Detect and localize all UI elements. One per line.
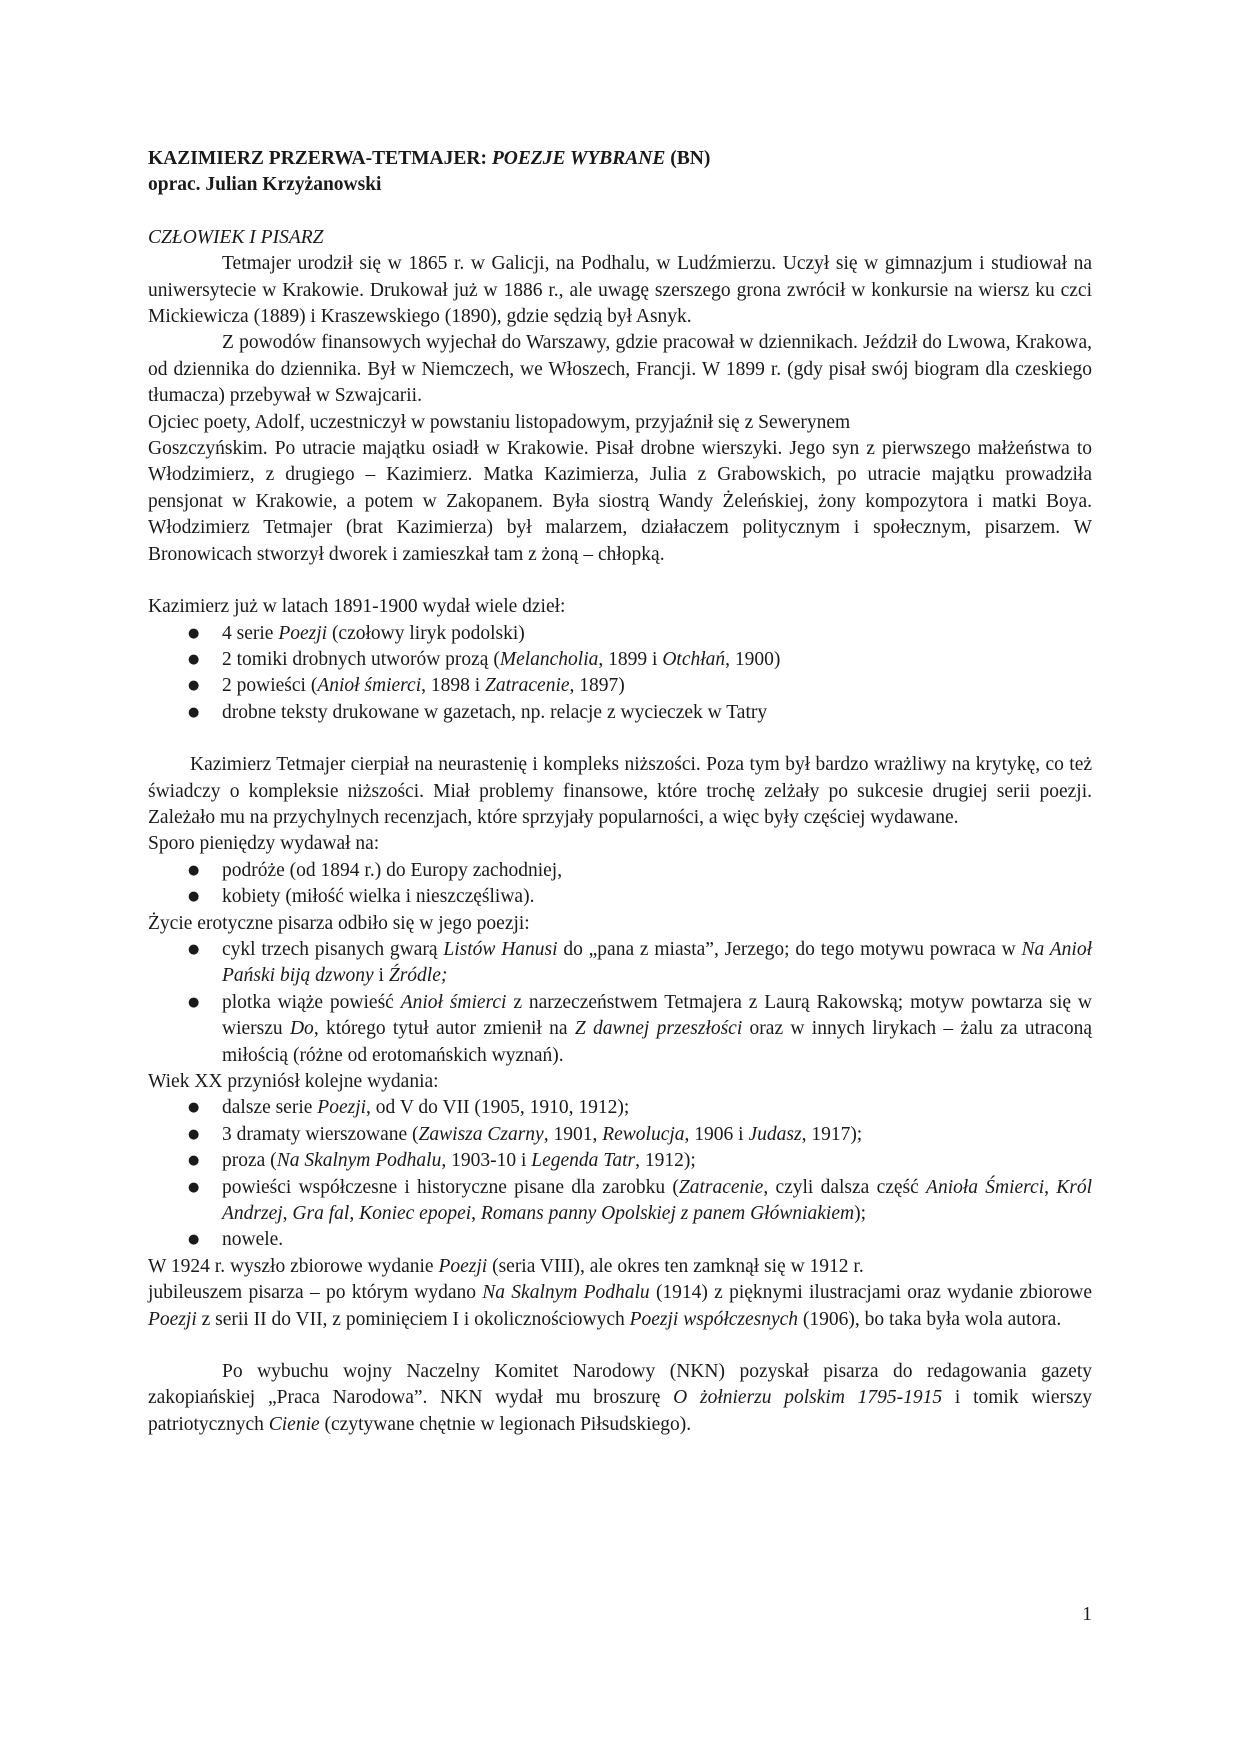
list-item: ● cykl trzech pisanych gwarą Listów Hanusi do „pana z miasta”, Jerzego; do tego motywu powraca w Na Anioł Pański biją dzwony i Źródle; [148, 937, 1092, 990]
list-item: ● dalsze serie Poezji, od V do VII (1905, 1910, 1912); [148, 1095, 1092, 1121]
paragraph: Kazimierz Tetmajer cierpiał na neurastenię i kompleks niższości. Poza tym był bardzo wrażliwy na krytykę, co też świadczy o kompleksie niższości. Miał problemy finansowe, które trochę zelżały po sukcesie drugiej serii poezji. Zależało mu na przychylnych recenzjach, które sprzyjały popularności, a więc były częściej wydawane. [148, 754, 1092, 828]
bullet-list [148, 937, 1092, 1069]
paragraph: W 1924 r. wyszło zbiorowe wydanie Poezji (seria VIII), ale okres ten zamknął się w 1912 r. [148, 1255, 864, 1277]
bullet-list [148, 621, 1092, 727]
paragraph: Ojciec poety, Adolf, uczestniczył w powstaniu listopadowym, przyjaźnił się z Sewerynem [148, 411, 851, 433]
list-item: ● 4 serie Poezji (czołowy liryk podolski) [148, 621, 1092, 647]
document-editor: oprac. Julian Krzyżanowski [148, 174, 382, 196]
paragraph: Goszczyńskim. Po utracie majątku osiadł w Krakowie. Pisał drobne wierszyki. Jego syn z pierwszego małżeństwa to Włodzimierz, z drugiego – Kazimierz. Matka Kazimierza, Julia z Grabowskich, po utracie majątku prowadziła pensjonat w Krakowie, a potem w Zakopanem. Była siostrą Wandy Żeleńskiej, żony kompozytora i matki Boya. Włodzimierz Tetmajer (brat Kazimierza) był malarzem, działaczem politycznym i społecznym, pisarzem. W Bronowicach stworzył dworek i zamieszkał tam z żoną – chłopką. [148, 438, 1092, 565]
list-item: ● 2 tomiki drobnych utworów prozą (Melancholia, 1899 i Otchłań, 1900) [148, 647, 1092, 673]
list-item: ● nowele. [148, 1227, 1092, 1253]
paragraph: Życie erotyczne pisarza odbiło się w jego poezji: [148, 912, 530, 934]
list-item: ● podróże (od 1894 r.) do Europy zachodniej, [148, 858, 1092, 884]
list-item: ● kobiety (miłość wielka i nieszczęśliwa). [148, 884, 1092, 910]
list-item: ● plotka wiąże powieść Anioł śmierci z narzeczeństwem Tetmajera z Laurą Rakowską; motyw powtarza się w wierszu Do, którego tytuł autor zmienił na Z dawnej przeszłości oraz w innych lirykach – żalu za utraconą miłością (różne od erotomańskich wyznań). [148, 990, 1092, 1069]
paragraph: Kazimierz już w latach 1891-1900 wydał wiele dzieł: [148, 596, 566, 618]
list-item: ● proza (Na Skalnym Podhalu, 1903-10 i Legenda Tatr, 1912); [148, 1148, 1092, 1174]
document-title: KAZIMIERZ PRZERWA-TETMAJER: POEZJE WYBRANE (BN) [148, 148, 711, 169]
bullet-list [148, 1095, 1092, 1253]
paragraph: Sporo pieniędzy wydawał na: [148, 833, 380, 855]
paragraph: jubileuszem pisarza – po którym wydano Na Skalnym Podhalu (1914) z pięknymi ilustracjami oraz wydanie zbiorowe Poezji z serii II do VII, z pominięciem I i okolicznościowych Poezji współczesnych (1906), bo taka była wola autora. [148, 1282, 1092, 1330]
bullet-list [148, 858, 1092, 911]
list-item: ● powieści współczesne i historyczne pisane dla zarobku (Zatracenie, czyli dalsza część Anioła Śmierci, Król Andrzej, Gra fal, Koniec epopei, Romans panny Opolskiej z panem Główniakiem); [148, 1175, 1092, 1228]
list-item: ● 3 dramaty wierszowane (Zawisza Czarny, 1901, Rewolucja, 1906 i Judasz, 1917); [148, 1122, 1092, 1148]
list-item: ● drobne teksty drukowane w gazetach, np. relacje z wycieczek w Tatry [148, 700, 1092, 726]
page-number: 1 [1082, 1604, 1092, 1625]
paragraph: Wiek XX przyniósł kolejne wydania: [148, 1071, 439, 1092]
list-item: ● 2 powieści (Anioł śmierci, 1898 i Zatracenie, 1897) [148, 673, 1092, 699]
paragraph: Po wybuchu wojny Naczelny Komitet Narodowy (NKN) pozyskał pisarza do redagowania gazety zakopiańskiej „Praca Narodowa”. NKN wydał mu broszurę O żołnierzu polskim 1795-1915 i tomik wierszy patriotycznych Cienie (czytywane chętnie w legionach Piłsudskiego). [148, 1361, 1092, 1435]
paragraph: Z powodów finansowych wyjechał do Warszawy, gdzie pracował w dziennikach. Jeździł do Lwowa, Krakowa, od dziennika do dziennika. Był w Niemczech, we Włoszech, Francji. W 1899 r. (gdy pisał swój biogram dla czeskiego tłumacza) przebywał w Szwajcarii. [148, 332, 1092, 407]
document-page [148, 146, 1092, 1438]
paragraph: Tetmajer urodził się w 1865 r. w Galicji, na Podhalu, w Ludźmierzu. Uczył się w gimnazjum i studiował na uniwersytecie w Krakowie. Drukował już w 1886 r., ale uwagę szerszego grona zwrócił w konkursie na wiersz ku czci Mickiewicza (1889) i Kraszewskiego (1890), gdzie sędzią był Asnyk. [148, 253, 1092, 328]
section-heading: CZŁOWIEK I PISARZ [148, 226, 324, 248]
